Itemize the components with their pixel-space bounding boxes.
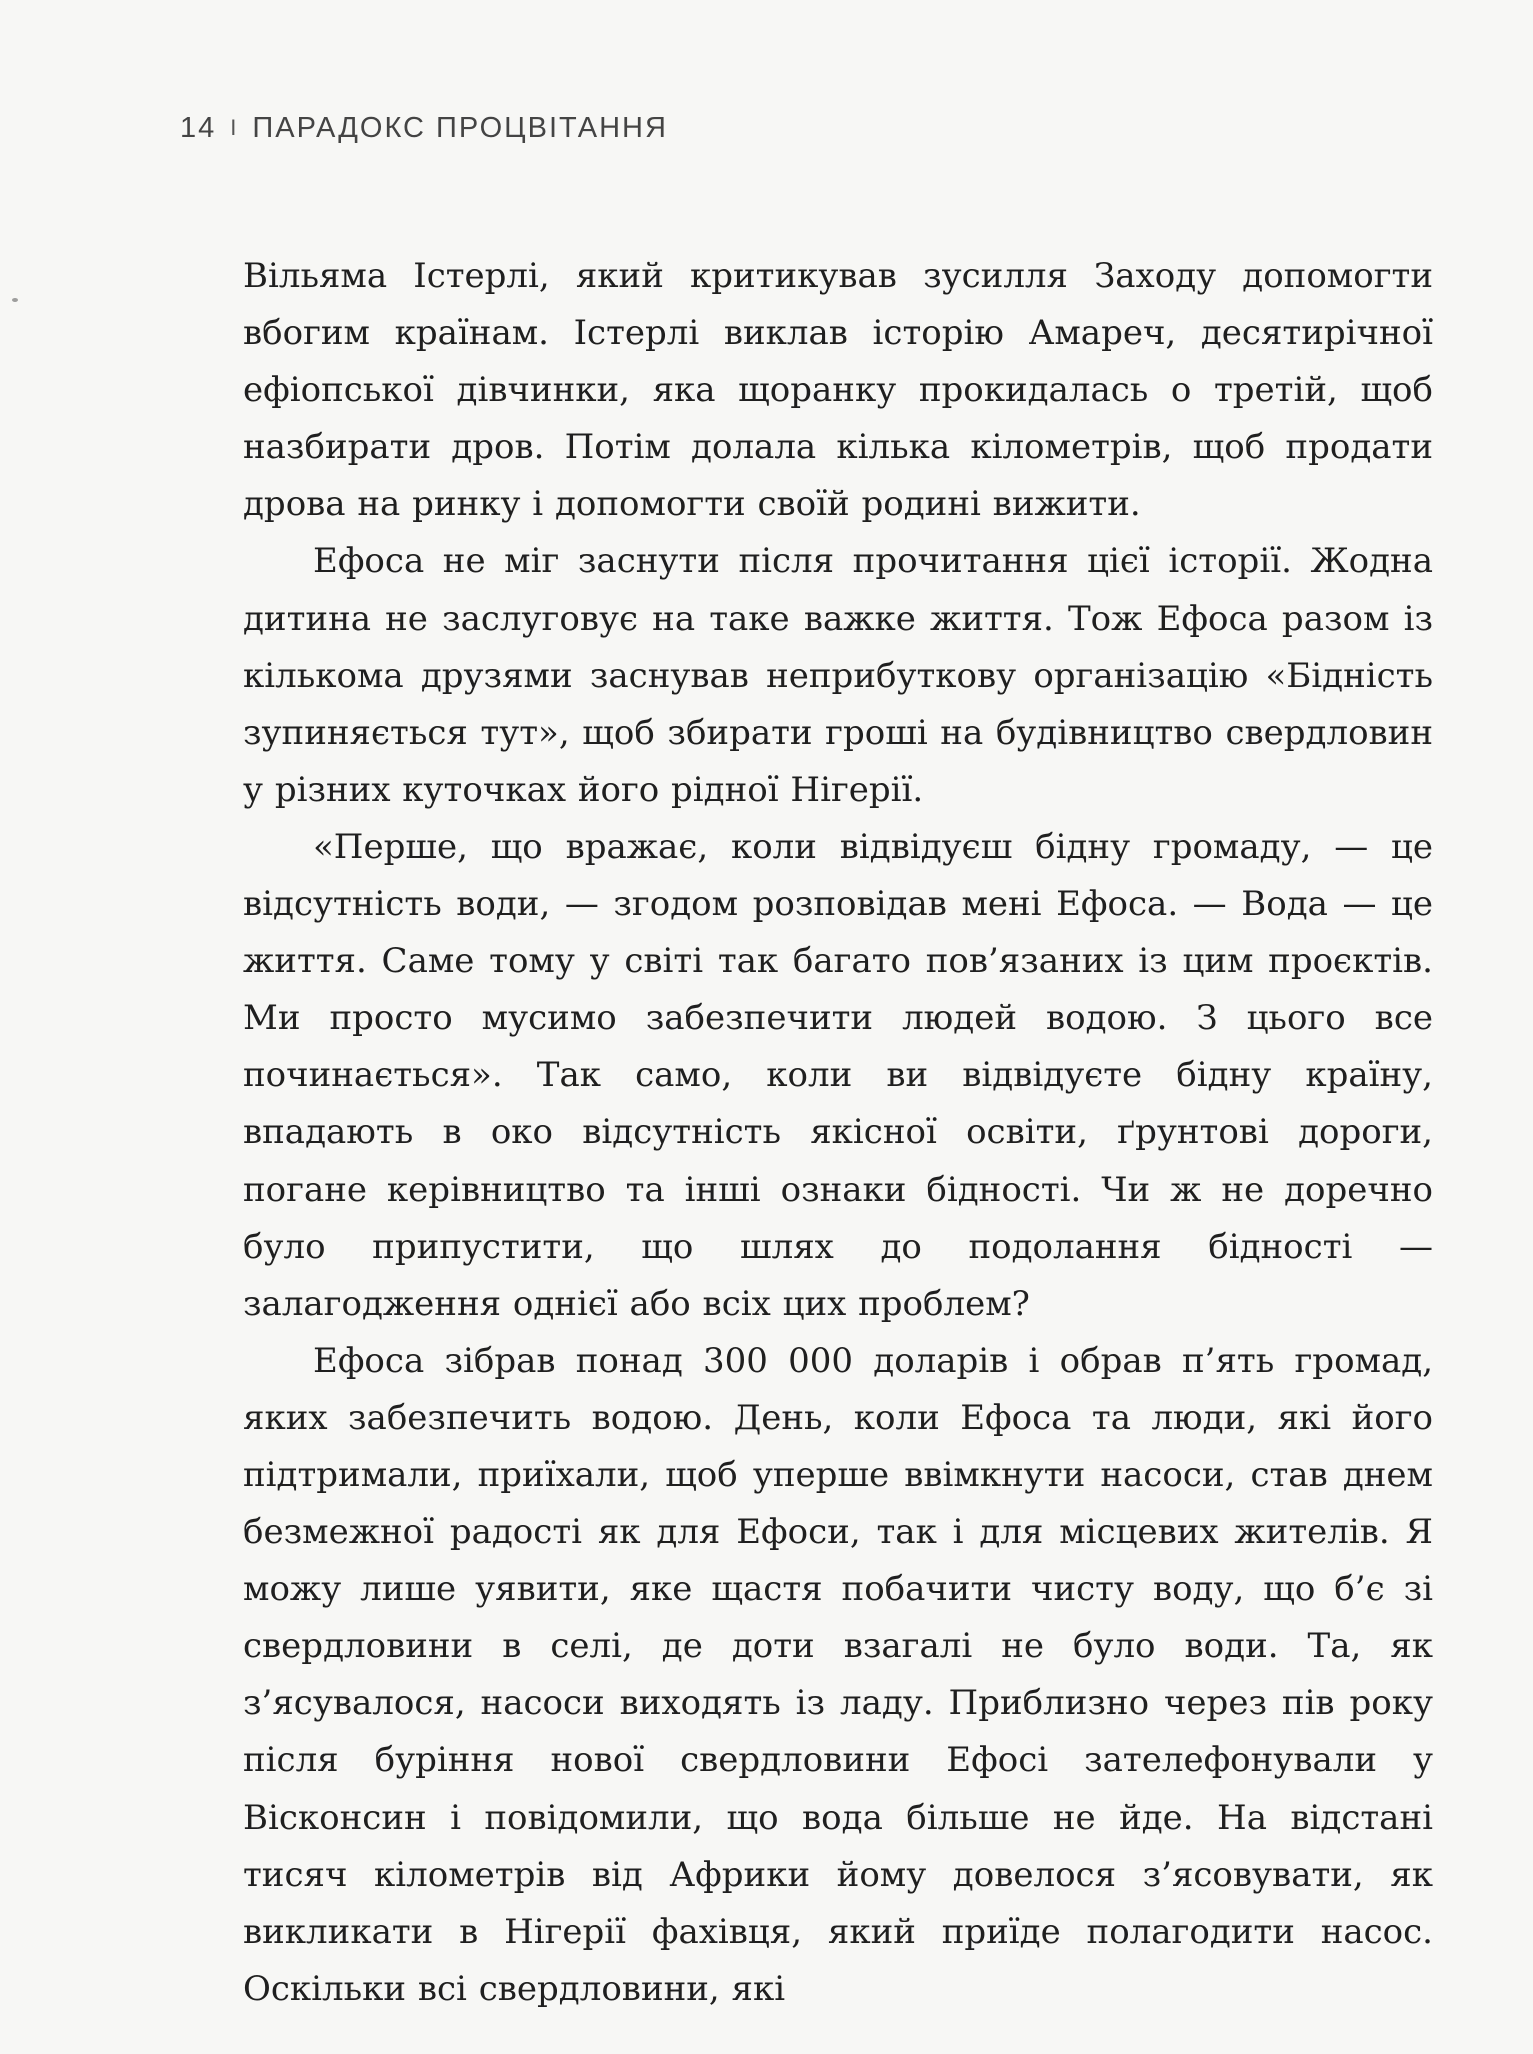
paragraph-4: Ефоса зібрав понад 300 000 доларів і обрав п’ять громад, яких забезпечить водою. День, коли Ефоса та люди, які його підтримали, приїхали, щоб уперше ввімкнути насоси, став днем безмежної радості як для Ефоси, так і для місцевих жителів. Я можу лише уявити, яке щастя побачити чисту воду, що б’є зі свердловини в селі, де доти взагалі не було води. Та, як з’ясувалося, насоси виходять із ладу. Приблизно через пів року після буріння нової свердловини Ефосі зателефонували у Вісконсин і повідомили, що вода більше не йде. На відстані тисяч кілометрів від Африки йому довелося з’ясовувати, як викликати в Нігерії фахівця, який приїде полагодити насос. Оскільки всі свердловини, які (243, 1340, 1433, 2009)
running-header (180, 112, 668, 145)
page-mark (12, 298, 18, 302)
paragraph-3: «Перше, що вражає, коли відвідуєш бідну громаду, — це відсутність води, — згодом розповідав мені Ефоса. — Вода — це життя. Саме тому у світі так багато пов’язаних із цим проєктів. Ми просто мусимо забезпечити людей водою. З цього все починається». Так само, коли ви відвідуєте бідну країну, впадають в око відсутність якісної освіти, ґрунтові дороги, погане керівництво та інші ознаки бідності. Чи ж не доречно було припустити, що шлях до подолання бідності — залагодження однієї або всіх цих проблем? (243, 826, 1433, 1324)
header-separator: I (230, 114, 239, 140)
page-number: 14 (180, 112, 217, 144)
body-text (243, 248, 1433, 2018)
book-title: ПАРАДОКС ПРОЦВІТАННЯ (252, 112, 668, 144)
paragraph-1: Вільяма Істерлі, який критикував зусилля Заходу допомогти вбогим країнам. Істерлі виклав історію Амареч, десятирічної ефіопської дівчинки, яка щоранку прокидалась о третій, щоб назбирати дров. Потім долала кілька кілометрів, щоб продати дрова на ринку і допомогти своїй родині вижити. (243, 256, 1433, 525)
paragraph-2: Ефоса не міг заснути після прочитання цієї історії. Жодна дитина не заслуговує на таке важке життя. Тож Ефоса разом із кількома друзями заснував неприбуткову організацію «Бідність зупиняється тут», щоб збирати гроші на будівництво свердловин у різних куточках його рідної Нігерії. (243, 541, 1433, 810)
